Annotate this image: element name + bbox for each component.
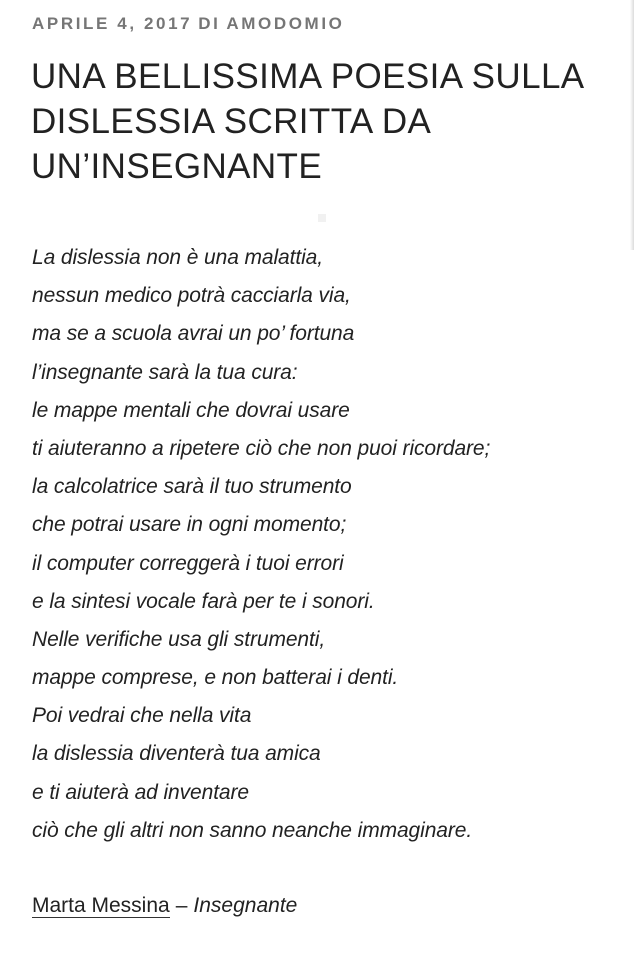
poem-line: Poi vedrai che nella vita	[32, 704, 252, 728]
poem-line: ciò che gli altri non sanno neanche immaginare.	[32, 818, 473, 842]
poem-line: le mappe mentali che dovrai usare	[32, 398, 350, 422]
poem	[32, 239, 490, 850]
poem-line: e ti aiuterà ad inventare	[32, 780, 249, 804]
page-title: UNA BELLISSIMA POESIA SULLA DISLESSIA SCRITTA DA UN’INSEGNANTE	[31, 57, 583, 186]
post-author[interactable]: AMODOMIO	[226, 14, 345, 33]
poem-line: che potrai usare in ogni momento;	[32, 513, 347, 537]
post-meta	[32, 14, 344, 34]
credit-dash: –	[175, 894, 188, 917]
poem-line: La dislessia non è una malattia,	[32, 246, 323, 269]
image-artifact	[318, 214, 326, 222]
credit-role: Insegnante	[193, 894, 298, 917]
post-date[interactable]: APRILE 4, 2017	[32, 14, 193, 33]
poem-line: la calcolatrice sarà il tuo strumento	[32, 475, 352, 499]
post-by: DI	[198, 14, 221, 33]
poem-credit	[32, 890, 297, 922]
poem-line: ma se a scuola avrai un po’ fortuna	[32, 322, 355, 346]
poem-line: l’insegnante sarà la tua cura:	[32, 360, 298, 384]
poem-line: il computer correggerà i tuoi errori	[32, 551, 344, 575]
poem-line: nessun medico potrà cacciarla via,	[32, 284, 351, 308]
poem-line: la dislessia diventerà tua amica	[32, 742, 321, 766]
poem-line: ti aiuteranno a ripetere ciò che non puoi ricordare;	[32, 436, 491, 460]
poem-line: e la sintesi vocale farà per te i sonori.	[32, 589, 375, 613]
poem-line: Nelle verifiche usa gli strumenti,	[32, 627, 326, 651]
credit-author-link[interactable]: Marta Messina	[32, 894, 170, 917]
scroll-edge	[630, 0, 634, 250]
poem-line: mappe comprese, e non batterai i denti.	[32, 666, 399, 690]
